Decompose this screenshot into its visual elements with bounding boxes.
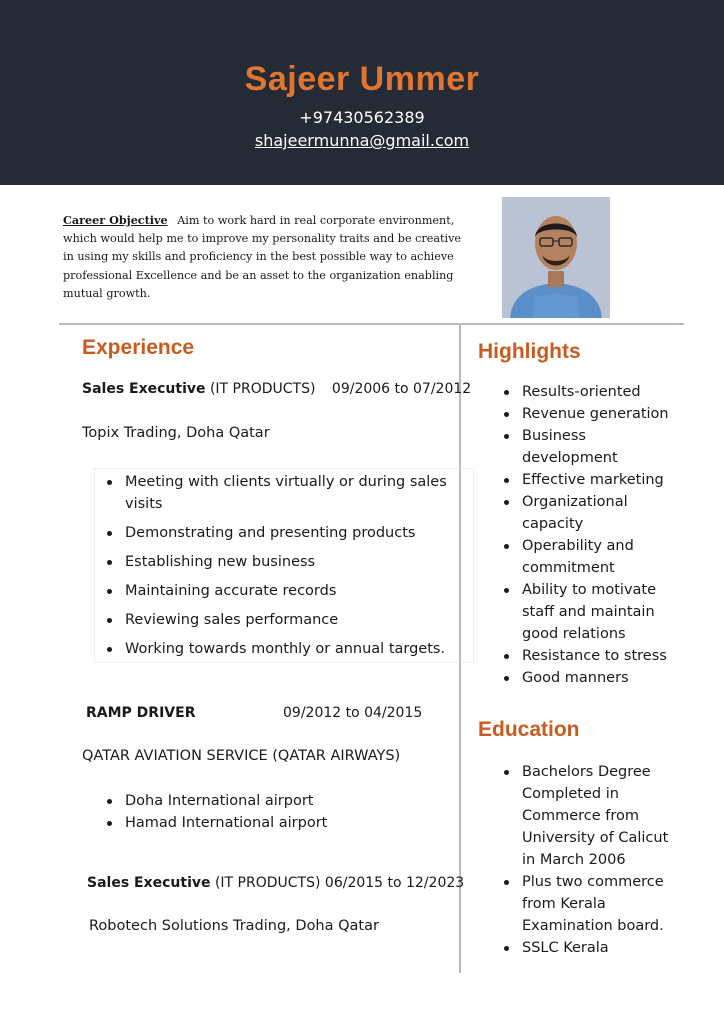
candidate-name: Sajeer Ummer bbox=[244, 60, 480, 98]
job-3-role: Sales Executive bbox=[87, 875, 211, 891]
list-item: Revenue generation bbox=[500, 403, 684, 425]
education-list bbox=[500, 761, 684, 959]
job-1-company: Topix Trading, Doha Qatar bbox=[82, 425, 270, 441]
career-objective-text: Aim to work hard in real corporate environment, which would help me to improve my personality traits and be creative in using my skills and proficiency in the best possible way to achieve professional Excellence and be an asset to the organization enabling mutual growth. bbox=[63, 214, 462, 300]
list-item: SSLC Kerala bbox=[500, 937, 684, 959]
highlights-heading: Highlights bbox=[478, 340, 581, 363]
list-item: Maintaining accurate records bbox=[103, 580, 473, 602]
list-item: Demonstrating and presenting products bbox=[103, 522, 473, 544]
list-item: Plus two commerce from Kerala Examination board. bbox=[500, 871, 684, 937]
list-item: Good manners bbox=[500, 667, 684, 689]
list-item: Ability to motivate staff and maintain good relations bbox=[500, 579, 684, 645]
list-item: Establishing new business bbox=[103, 551, 473, 573]
phone-number: +97430562389 bbox=[299, 108, 425, 127]
job-1-title-line bbox=[82, 381, 471, 397]
highlights-list bbox=[500, 381, 684, 689]
list-item: Bachelors Degree Completed in Commerce from University of Calicut in March 2006 bbox=[500, 761, 684, 871]
job-2-company: QATAR AVIATION SERVICE (QATAR AIRWAYS) bbox=[82, 748, 401, 764]
list-item: Organizational capacity bbox=[500, 491, 684, 535]
experience-heading: Experience bbox=[82, 336, 195, 359]
list-item: Effective marketing bbox=[500, 469, 684, 491]
list-item: Results-oriented bbox=[500, 381, 684, 403]
email-link[interactable]: shajeermunna@gmail.com bbox=[254, 131, 470, 150]
career-objective bbox=[63, 211, 473, 303]
job-2-role-text: RAMP DRIVER bbox=[86, 705, 196, 721]
list-item: Hamad International airport bbox=[103, 812, 443, 834]
job-2-role bbox=[86, 705, 195, 721]
horizontal-divider bbox=[59, 323, 684, 325]
list-item: Resistance to stress bbox=[500, 645, 684, 667]
profile-photo-image bbox=[502, 197, 610, 318]
list-item: Working towards monthly or annual targets. bbox=[103, 638, 473, 660]
job-2-duties-list bbox=[103, 790, 443, 834]
job-3-dates: 06/2015 to 12/2023 bbox=[324, 875, 465, 891]
job-3-company: Robotech Solutions Trading, Doha Qatar bbox=[89, 918, 379, 934]
job-2-dates: 09/2012 to 04/2015 bbox=[283, 705, 423, 721]
job-3-title-line bbox=[87, 875, 464, 891]
profile-photo bbox=[502, 197, 610, 318]
header-banner bbox=[0, 0, 724, 185]
job-1-role: Sales Executive bbox=[82, 381, 206, 397]
education-heading: Education bbox=[478, 718, 580, 741]
job-1-duties-list bbox=[94, 468, 474, 663]
list-item: Business development bbox=[500, 425, 684, 469]
career-objective-label: Career Objective bbox=[63, 213, 168, 227]
job-1-dates: 09/2006 to 07/2012 bbox=[331, 381, 472, 397]
list-item: Operability and commitment bbox=[500, 535, 684, 579]
job-1-detail: (IT PRODUCTS) bbox=[209, 381, 316, 397]
list-item: Reviewing sales performance bbox=[103, 609, 473, 631]
list-item: Doha International airport bbox=[103, 790, 443, 812]
job-3-detail: (IT PRODUCTS) bbox=[214, 875, 321, 891]
list-item: Meeting with clients virtually or during sales visits bbox=[103, 471, 473, 515]
